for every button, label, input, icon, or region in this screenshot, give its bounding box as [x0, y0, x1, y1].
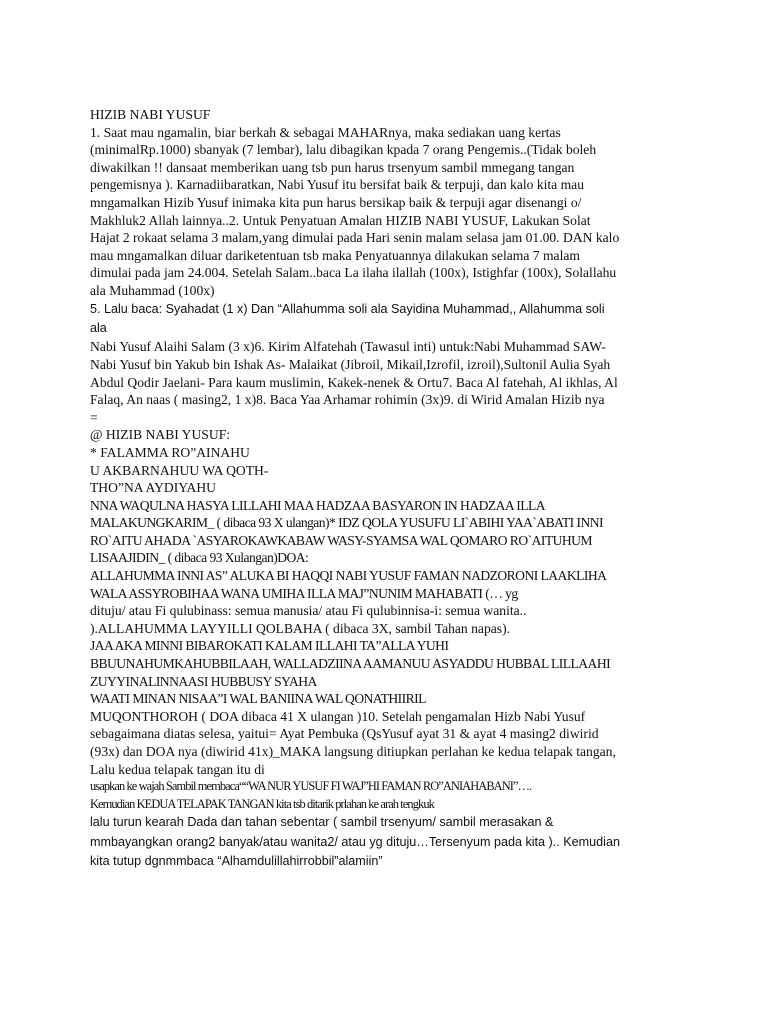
text-line: WALA ASSYROBIHAA WANA UMIHA ILLA MAJ”NUNIM MAHABATI (… yg: [90, 585, 518, 601]
text-line: JAA AKA MINNI BIBAROKATI KALAM ILLAHI TA”ALLA YUHI: [90, 638, 449, 654]
text-line: dituju/ atau Fi qulubinass: semua manusia/ atau Fi qulubinnisa-i: semua wanita..: [90, 603, 527, 619]
text-line: U AKBARNAHUU WA QOTH-: [90, 462, 269, 478]
text-line: =: [90, 409, 98, 425]
text-line: sebagaimana diatas selesa, yaitui= Ayat Pembuka (QsYusuf ayat 31 & ayat 4 masing2 diwirid: [90, 726, 599, 742]
text-line: Makhluk2 Allah lainnya..2. Untuk Penyatuan Amalan HIZIB NABI YUSUF, Lakukan Solat: [90, 212, 591, 228]
text-line: lalu turun kearah Dada dan tahan sebentar ( sambil trsenyum/ sambil merasakan &: [90, 815, 554, 830]
text-line: mmbayangkan orang2 banyak/atau wanita2/ atau yg dituju…Tersenyum pada kita ).. Kemudian: [90, 834, 620, 849]
text-line: @ HIZIB NABI YUSUF:: [90, 427, 231, 443]
text-line: Nabi Yusuf bin Yakub bin Ishak As- Malaikat (Jibroil, Mikail,Izrofil, izroil),Sultonil Aulia Syah: [90, 356, 611, 372]
text-line: ALLAHUMMA INNI AS” ALUKA BI HAQQI NABI YUSUF FAMAN NADZORONI LAAKLIHA: [90, 568, 607, 584]
text-line: mau mngamalkan diluar dariketentuan tsb maka Penyatuannya dilakukan selama 7 malam: [90, 247, 580, 263]
text-line: Nabi Yusuf Alaihi Salam (3 x)6. Kirim Alfatehah (Tawasul inti) untuk:Nabi Muhammad SAW-: [90, 339, 606, 355]
text-line: diwakilkan !! dansaat memberikan uang tsb pun harus trsenyum sambil mmegang tangan: [90, 159, 575, 175]
text-line: MALAKUNGKARIM_ ( dibaca 93 X ulangan)* IDZ QOLA YUSUFU LI`ABIHI YAA`ABATI INNI: [90, 515, 603, 531]
text-line: ).ALLAHUMMA LAYYILLI QOLBAHA ( dibaca 3X, sambil Tahan napas).: [90, 620, 511, 636]
text-line: LISAAJIDIN_ ( dibaca 93 Xulangan)DOA:: [90, 550, 309, 566]
text-line: BBUUNAHUMKAHUBBILAAH, WALLADZIINA AAMANUU ASYADDU HUBBAL LILLAAHI: [90, 656, 611, 672]
text-line: pengemisnya ). Karnadiibaratkan, Nabi Yusuf itu bersifat baik & terpuji, dan kalo kita mau: [90, 177, 585, 193]
text-line: Lalu kedua telapak tangan itu di: [90, 761, 265, 777]
text-line: ala Muhammad (100x): [90, 282, 215, 298]
text-line: MUQONTHOROH ( DOA dibaca 41 X ulangan )10. Setelah pengamalan Hizb Nabi Yusuf: [90, 708, 586, 724]
text-line: 1. Saat mau ngamalin, biar berkah & sebagai MAHARnya, maka sediakan uang kertas: [90, 124, 561, 140]
text-line: Hajat 2 rokaat selama 3 malam,yang dimulai pada Hari senin malam selasa jam 01.00. DAN kalo: [90, 230, 620, 246]
text-line: Falaq, An naas ( masing2, 1 x)8. Baca Yaa Arhamar rohimin (3x)9. di Wirid Amalan Hizib nya: [90, 392, 605, 408]
text-line: kita tutup dgnmmbaca “Alhamdulillahirrobbil”alamiin”: [90, 854, 383, 869]
text-line: ZUYYINALINNAASI HUBBUSY SYAHA: [90, 673, 317, 689]
text-line: 5. Lalu baca: Syahadat (1 x) Dan “Allahumma soli ala Sayidina Muhammad,, Allahumma soli: [90, 301, 605, 316]
text-line: dimulai pada jam 24.004. Setelah Salam..baca La ilaha ilallah (100x), Istighfar (100x), Solallahu: [90, 265, 617, 281]
text-line: usapkan ke wajah Sambil membaca““WA NUR YUSUF FI WAJ”HI FAMAN RO”ANIAHABANI”….: [90, 779, 532, 794]
text-line: Kemudian KEDUA TELAPAK TANGAN kita tsb ditarik prlahan ke arah tengkuk: [90, 796, 434, 811]
document-body: [90, 106, 690, 872]
text-line: (minimalRp.1000) sbanyak (7 lembar), lalu dibagikan kpada 7 orang Pengemis..(Tidak boleh: [90, 142, 597, 158]
text-line: Abdul Qodir Jaelani- Para kaum muslimin, Kakek-nenek & Ortu7. Baca Al fatehah, Al ikhlas, Al: [90, 374, 618, 390]
text-line: THO”NA AYDIYAHU: [90, 480, 216, 496]
text-line: mngamalkan Hizib Yusuf inimaka kita pun harus bersikap baik & terpuji agar disenangi o/: [90, 194, 582, 210]
text-line: NNA WAQULNA HASYA LILLAHI MAA HADZAA BASYARON IN HADZAA ILLA: [90, 497, 545, 513]
text-line: ala: [90, 320, 107, 335]
text-line: * FALAMMA RO”AINAHU: [90, 444, 250, 460]
text-line: (93x) dan DOA nya (diwirid 41x)_MAKA langsung ditiupkan perlahan ke kedua telapak tangan,: [90, 744, 616, 759]
text-line: WAATI MINAN NISAA”I WAL BANIINA WAL QONATHIIRIL: [90, 691, 426, 707]
document-title: HIZIB NABI YUSUF: [90, 107, 211, 122]
text-line: RO`AITU AHADA `ASYAROKAWKABAW WASY-SYAMSA WAL QOMARO RO`AITUHUM: [90, 532, 592, 548]
